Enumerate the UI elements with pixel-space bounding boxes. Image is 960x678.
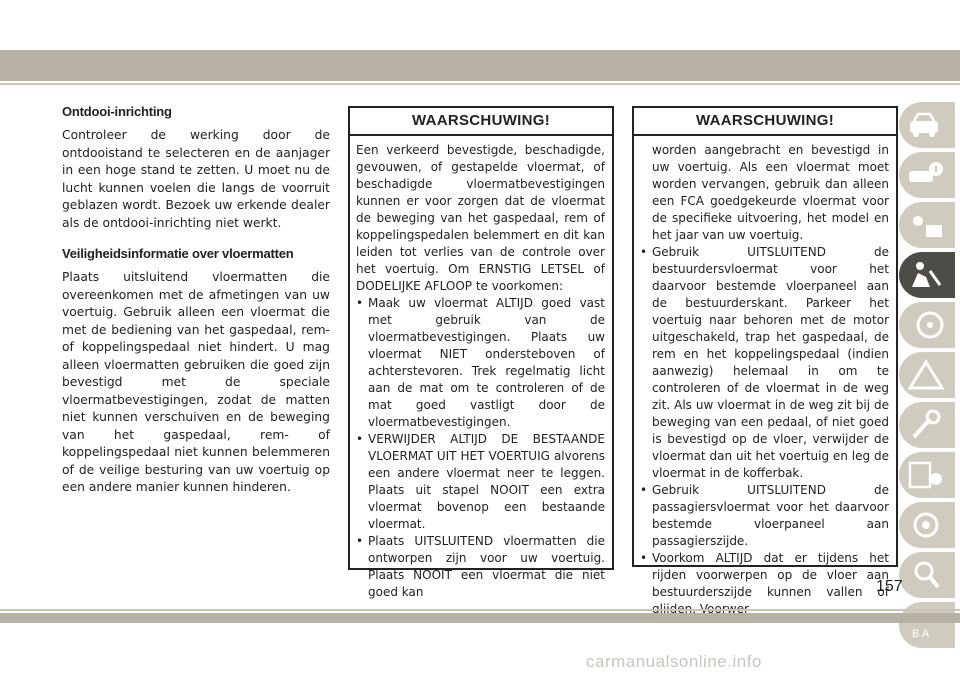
tab-car-info[interactable] (899, 152, 955, 198)
warning-bullet: • Plaats UITSLUITEND vloermatten die ontworpen zijn voor uw voertuig. Plaats NOOIT een vloermat die niet goed kan (356, 533, 605, 601)
warning-bullet: • Gebruik UITSLUITEND de passagiersvloermat voor het daarvoor bestemde vloerpaneel aan passagierszijde. (640, 482, 889, 550)
warning-lights-icon (906, 209, 946, 241)
watermark: carmanualsonline.info (586, 652, 762, 671)
warning-bullet: • Gebruik UITSLUITEND de bestuurdersvloermat voor het daarvoor bestemde vloerpaneel aan de bestuurderskant. Parkeer het voertuig naar behoren met de motor uitgeschakeld, trap het gaspedaal, de rem en het koppelingspedaal (indien aanwezig) helemaal in om te controleren of de vloermat in de weg zit. Als uw vloermat in de weg zit bij de beweging van een pedaal, of niet goed is bevestigd op de vloer, verwijder de vloermat dan uit het voertuig en leg de vloermat in de kofferbak. (640, 244, 889, 482)
car-info-icon (906, 159, 946, 191)
page-number: 157 (876, 578, 903, 595)
paragraph-floormats: Plaats uitsluitend vloermatten die overeenkomen met de afmetingen van uw voertuig. Gebruik alleen een vloermat die met de bediening van het gaspedaal, rem- of koppelingspedaal niet hindert. U mag alleen vloermatten gebruiken die goed zijn bevestigd met de speciale vloermatbevestigingen, zodat de matten niet kunnen verschuiven en de beweging van het gaspedaal, rem- of koppelingspedaal niet kunnen belemmeren of de veilige besturing van uw voertuig op een andere manier kunnen hinderen. (62, 270, 330, 494)
paragraph-defrost: Controleer de werking door de ontdooistand te selecteren en de aanjager in een hoge stand te zetten. U moet nu de lucht kunnen voelen die langs de voorruit geblazen wordt. Bezoek uw erkende dealer als de ontdooi-inrichting niet werkt. (62, 128, 330, 230)
warning-continued-text: worden aangebracht en bevestigd in uw voertuig. Als een vloermat moet worden vervangen, gebruik dan alleen een FCA goedgekeurde vloermat voor de specifieke uitvoering, het model en het jaar van uw voertuig. (652, 143, 889, 242)
warning-bullet: • Voorkom ALTIJD dat er tijdens het rijden voorwerpen op de vloer aan bestuurderszijde kunnen vallen of (640, 550, 889, 618)
multimedia-icon (906, 509, 946, 541)
section-heading-floormats: Veiligheidsinformatie over vloermatten (62, 246, 294, 261)
tab-warning-lights[interactable] (899, 202, 955, 248)
tab-car-dashboard[interactable] (899, 102, 955, 148)
settings-list-icon (906, 459, 946, 491)
tab-driving[interactable] (899, 302, 955, 348)
car-dashboard-icon (906, 109, 946, 141)
svg-text:B A: B A (912, 628, 930, 640)
hazard-icon (906, 359, 946, 391)
warning-bullet: • VERWIJDER ALTIJD DE BESTAANDE VLOERMAT UIT HET VOERTUIG alvorens een andere vloermat neer te leggen. Plaats uit stapel NOOIT een extra vloermat bovenop een bestaande vloermat. (356, 431, 605, 533)
left-column (62, 104, 330, 507)
tab-emergency[interactable] (899, 352, 955, 398)
tab-specifications[interactable] (899, 452, 955, 498)
tab-maintenance[interactable] (899, 402, 955, 448)
tab-safety[interactable] (899, 252, 955, 298)
bottom-band (0, 613, 960, 623)
wrench-icon (906, 409, 946, 441)
warning-intro: Een verkeerd bevestigde, beschadigde, gevouwen, of gestapelde vloermat, of beschadigde vloermatbevestigingen kunnen er voor zorgen dat de vloermat de beweging van het gaspedaal, rem of koppelingspedalen belemmert en dit kan leiden tot verlies van de controle over het voertuig. Om ERNSTIG LETSEL of DODELIJKE AFLOOP te voorkomen: (356, 143, 605, 293)
warning-box-1 (348, 106, 614, 599)
section-heading-defrost: Ontdooi-inrichting (62, 104, 172, 119)
top-band (0, 50, 960, 81)
steering-wheel-icon (906, 309, 946, 341)
top-divider (0, 83, 960, 85)
chapter-tabs (899, 102, 960, 652)
search-icon (906, 559, 946, 591)
tab-multimedia[interactable] (899, 502, 955, 548)
warning-title: WAARSCHUWING! (634, 108, 896, 136)
warning-title: WAARSCHUWING! (350, 108, 612, 136)
tab-search[interactable] (899, 552, 955, 598)
warning-bullet: • Maak uw vloermat ALTIJD goed vast met gebruik van de vloermatbevestigingen. Plaats uw vloermat NIET ondersteboven of achterstevoren. Trek regelmatig licht aan de mat om te controleren of de mat goed vastligt door de vloermatbevestigingen. (356, 295, 605, 431)
safety-airbag-icon (906, 259, 946, 291)
bottom-divider (0, 609, 960, 611)
